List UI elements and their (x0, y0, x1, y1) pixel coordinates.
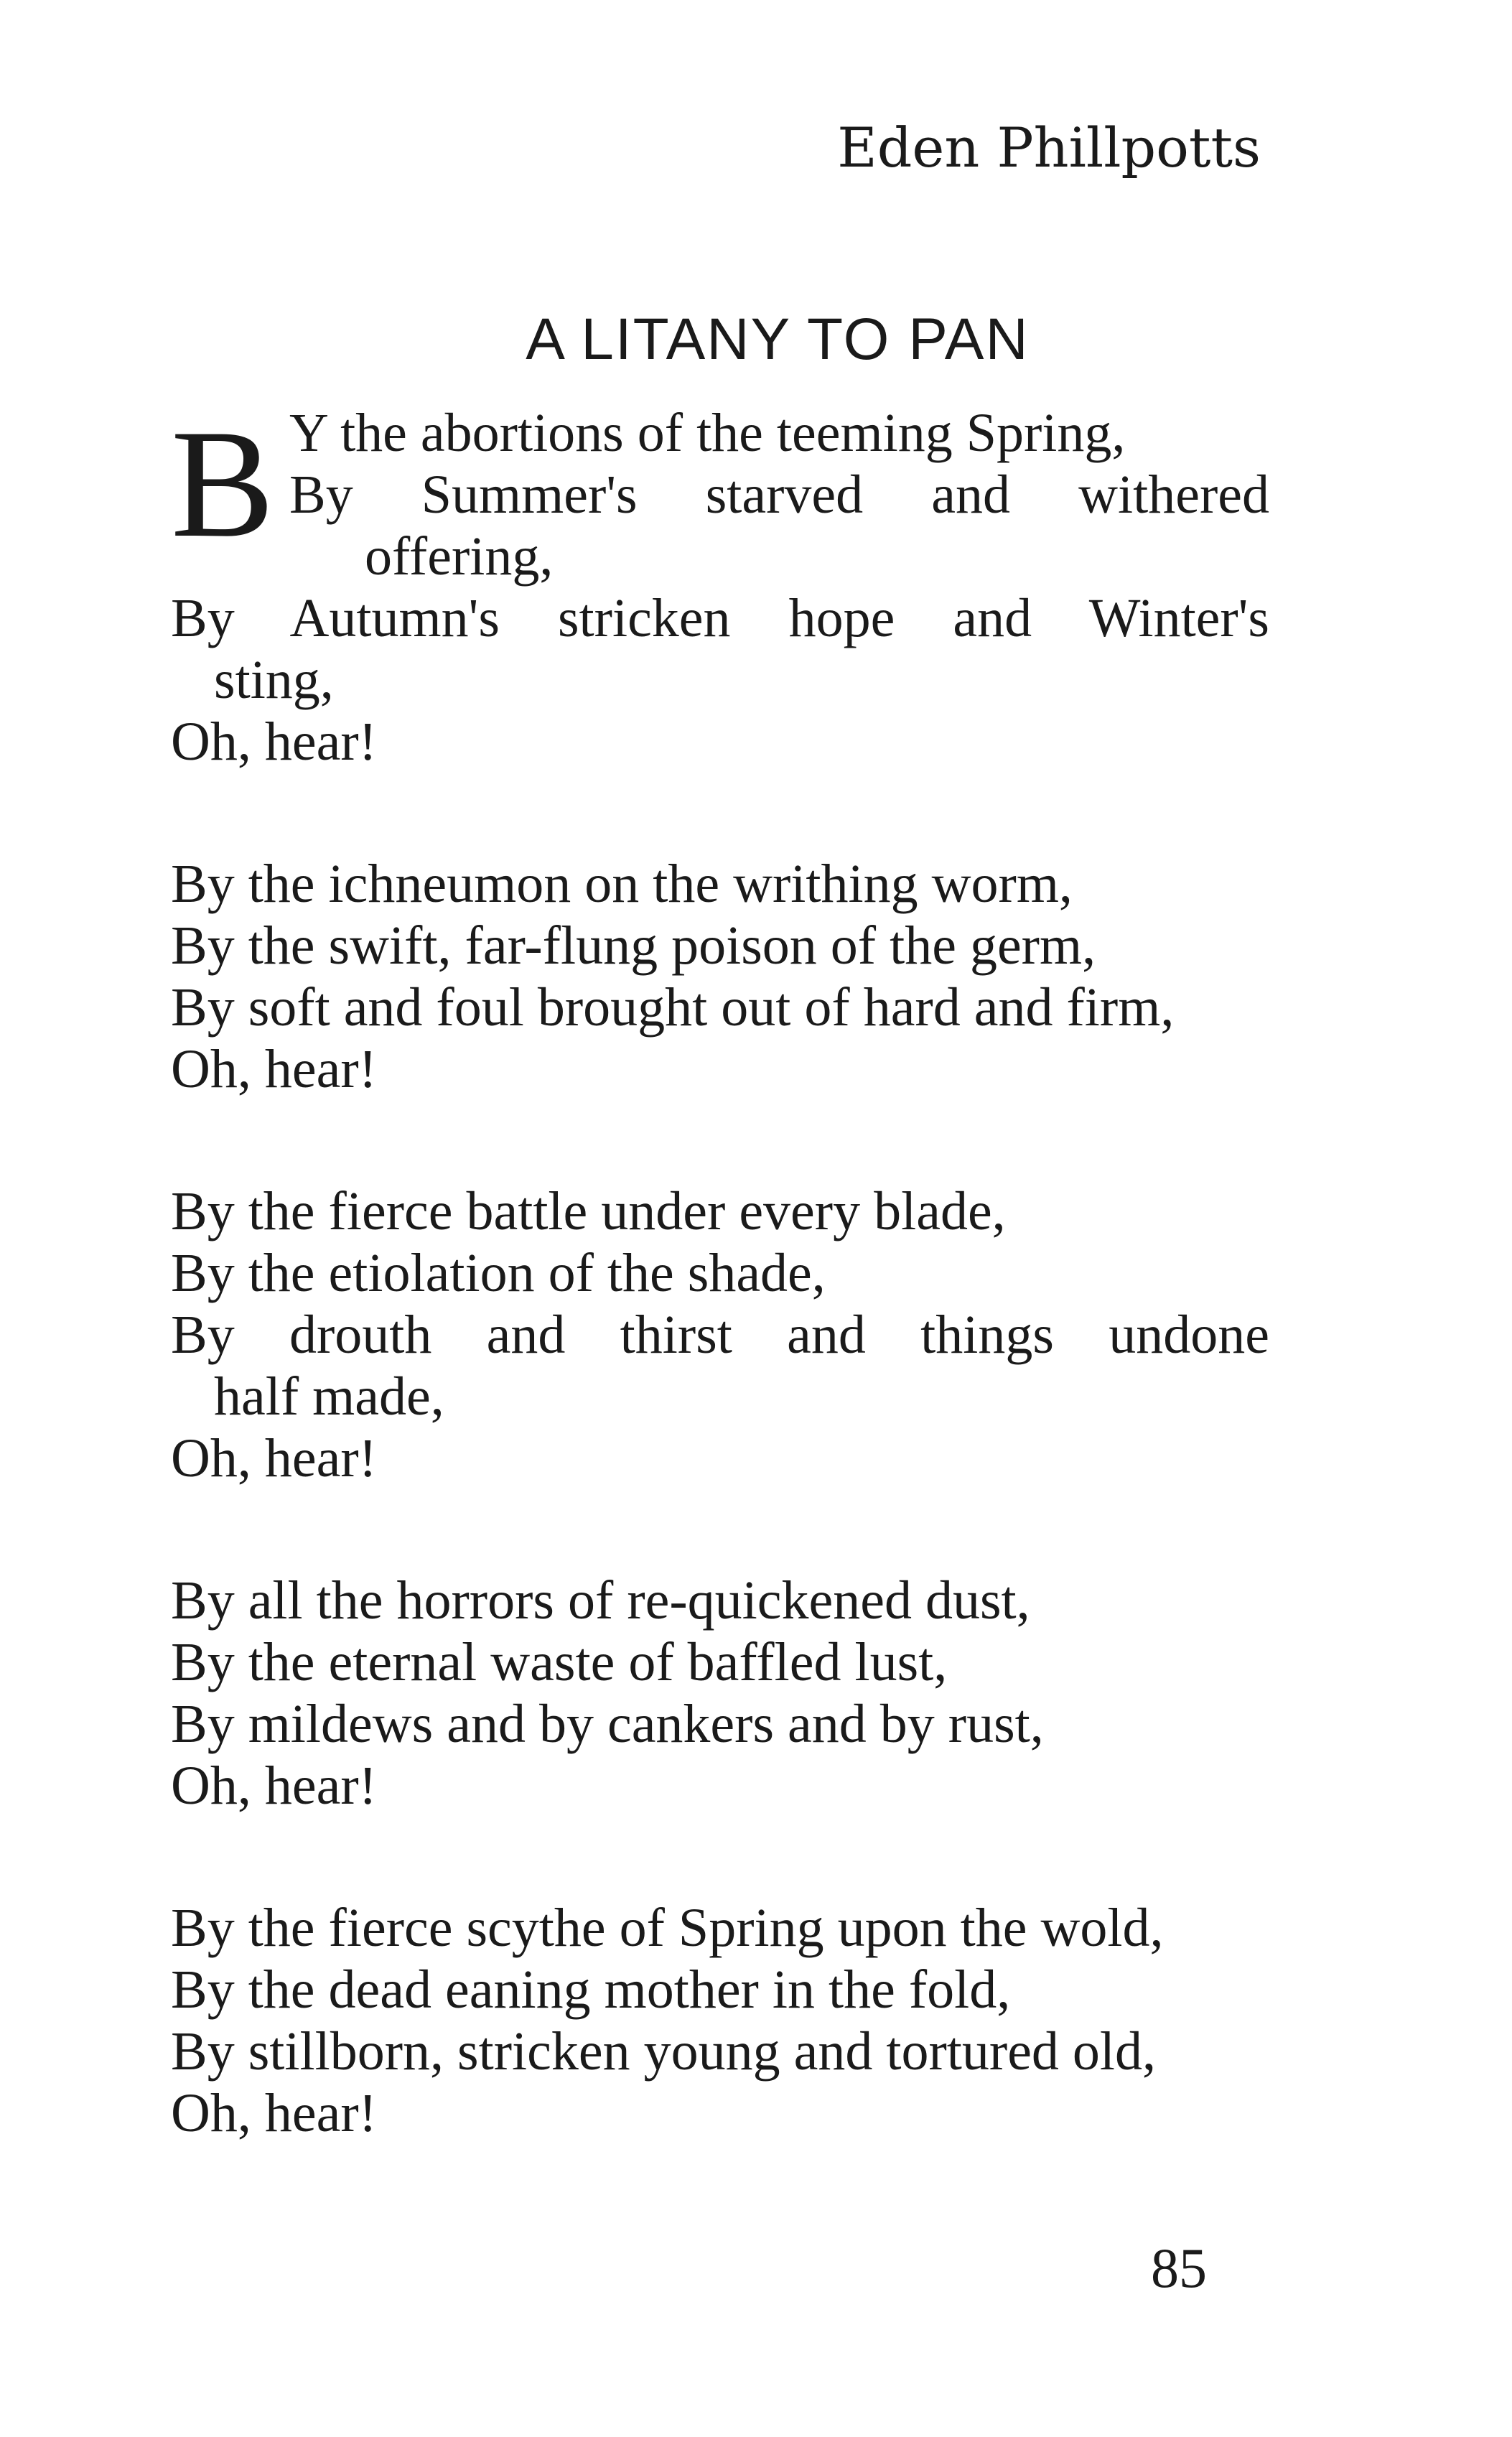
poem-line: offering, (365, 526, 554, 587)
stanza (171, 398, 1269, 773)
poem-line: By the fierce scythe of Spring upon the wold, (171, 1898, 1164, 1958)
stanza (171, 1897, 1269, 2144)
poem-line: Oh, hear! (171, 1039, 377, 1099)
poem-line: By soft and foul brought out of hard and firm, (171, 977, 1175, 1038)
stanza (171, 1570, 1269, 1817)
poem-line: By Autumn's stricken hope and Winter's (171, 588, 1269, 648)
drop-cap: B (171, 398, 275, 569)
poem-line: By drouth and thirst and things undone (171, 1305, 1269, 1365)
stanza (171, 1180, 1269, 1489)
poem-title: A LITANY TO PAN (526, 307, 1030, 372)
poem-line: sting, (214, 650, 334, 710)
poem-line: Oh, hear! (171, 1756, 377, 1816)
poem-line: By Summer's starved and withered (289, 465, 1269, 525)
poem-line: By stillborn, stricken young and tortured old, (171, 2021, 1157, 2082)
poem-line: Y the abortions of the teeming Spring, (289, 403, 1126, 463)
poem-line: By the swift, far-flung poison of the germ, (171, 915, 1096, 976)
page-number: 85 (1151, 2237, 1207, 2299)
poem-line: By the dead eaning mother in the fold, (171, 1960, 1011, 2020)
stanza (171, 853, 1269, 1100)
poem-line: Oh, hear! (171, 1428, 377, 1488)
poem-line: By the etiolation of the shade, (171, 1243, 826, 1303)
running-header-author: Eden Phillpotts (837, 116, 1261, 180)
poem-line: By all the horrors of re-quickened dust, (171, 1570, 1030, 1631)
poem-line: Oh, hear! (171, 712, 377, 772)
poem-line: half made, (214, 1366, 444, 1427)
poem-line: Oh, hear! (171, 2083, 377, 2143)
poem-line: By the eternal waste of baffled lust, (171, 1632, 948, 1692)
poem-line: By mildews and by cankers and by rust, (171, 1694, 1044, 1754)
poem-line: By the ichneumon on the writhing worm, (171, 854, 1073, 914)
poem-body (171, 398, 1269, 2144)
poem-line: By the fierce battle under every blade, (171, 1181, 1006, 1241)
